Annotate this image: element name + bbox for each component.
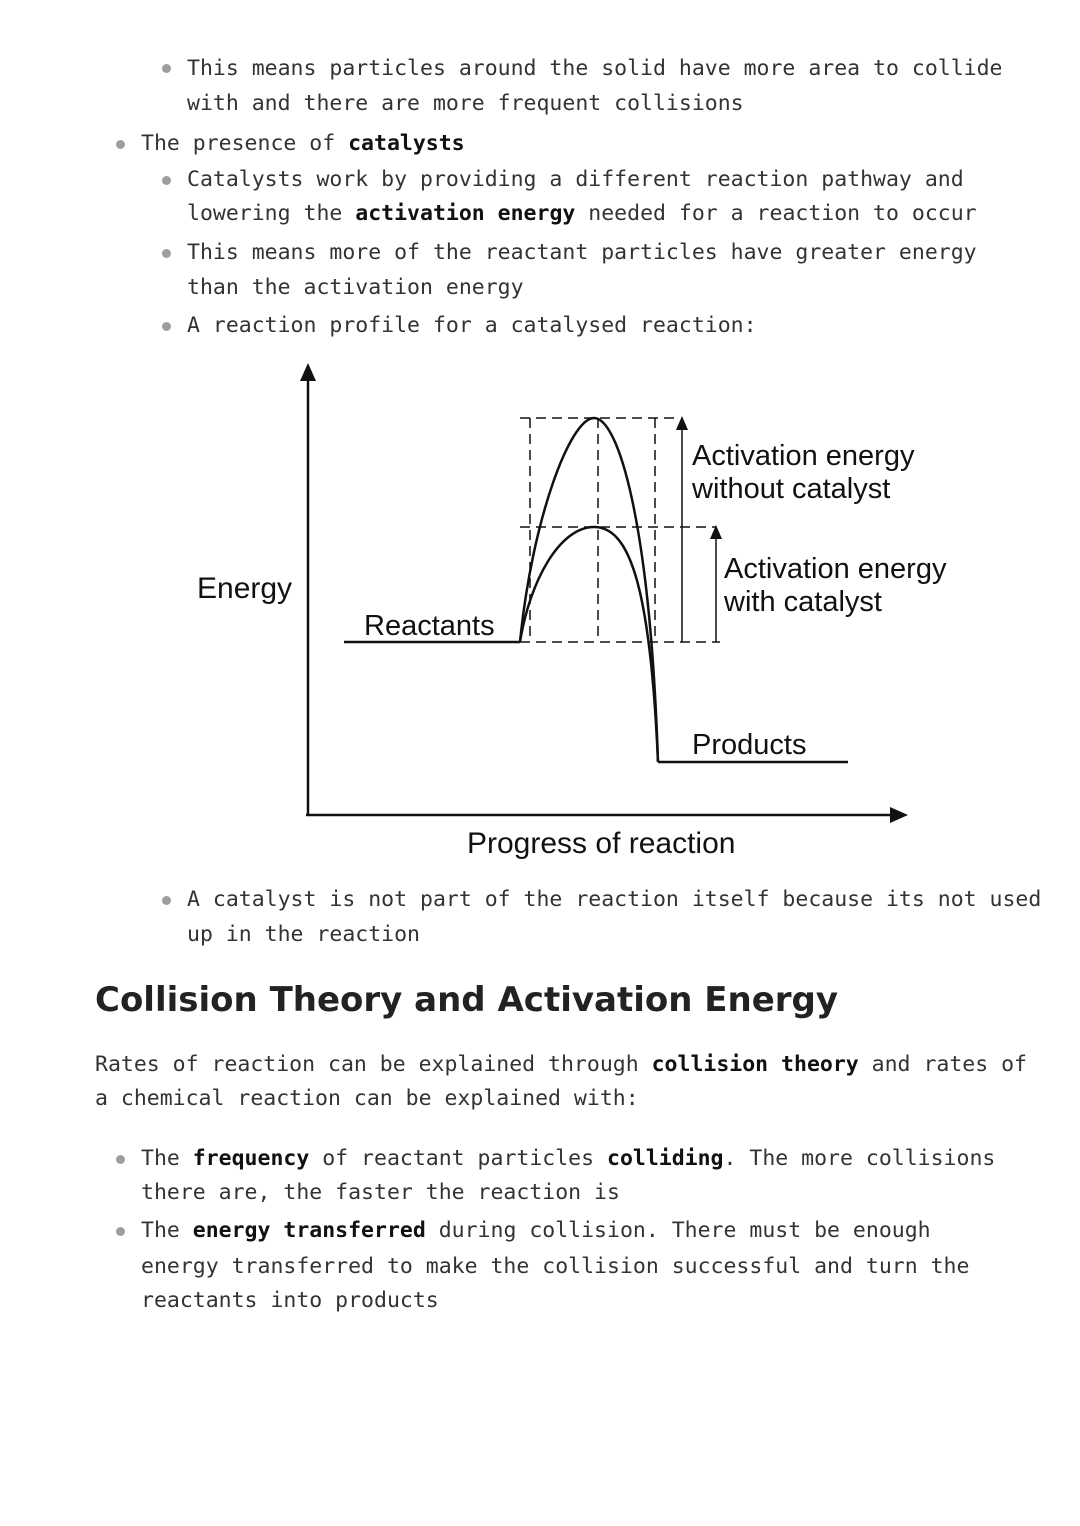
text-line: there are, the faster the reaction is: [141, 1180, 620, 1205]
text-line: reactants into products: [141, 1288, 439, 1313]
y-axis-arrowhead: [300, 363, 316, 381]
text-line: Catalysts work by providing a different reaction pathway and: [187, 167, 964, 192]
text-line: This means particles around the solid have more area to collide: [187, 56, 1003, 81]
curve-with-catalyst: [520, 527, 658, 762]
x-axis-label: Progress of reaction: [467, 827, 736, 860]
bullet-dot: [116, 1227, 125, 1236]
arrowhead-without-catalyst: [676, 416, 688, 430]
intro-line: a chemical reaction can be explained with:: [95, 1086, 639, 1111]
text-line: A reaction profile for a catalysed reaction:: [187, 313, 757, 338]
with-catalyst-label-2: with catalyst: [724, 586, 882, 618]
intro-line: Rates of reaction can be explained through collision theory and rates of: [95, 1052, 1027, 1077]
energy-label: Energy: [197, 572, 293, 605]
bullet-dot: [162, 896, 171, 905]
x-axis-arrowhead: [890, 807, 908, 823]
section-heading: Collision Theory and Activation Energy: [95, 980, 839, 1020]
text-line: This means more of the reactant particles have greater energy: [187, 240, 977, 265]
without-catalyst-label-1: Activation energy: [692, 440, 915, 472]
text-line: A catalyst is not part of the reaction itself because its not used: [187, 887, 1042, 912]
text-line: than the activation energy: [187, 275, 524, 300]
products-label: Products: [692, 729, 807, 761]
text-line: energy transferred to make the collision successful and turn the: [141, 1254, 970, 1279]
reactants-label: Reactants: [364, 610, 495, 642]
frequency-bullet-text: The frequency of reactant particles colliding. The more collisions: [141, 1146, 996, 1171]
energy-bullet-text: The energy transferred during collision. There must be enough: [141, 1218, 931, 1243]
with-catalyst-label-1: Activation energy: [724, 553, 947, 585]
bullet-dot: [116, 1155, 125, 1164]
text-line: with and there are more frequent collisions: [187, 91, 744, 116]
catalysts-bullet-text: The presence of catalysts: [141, 131, 465, 156]
without-catalyst-label-2: without catalyst: [692, 473, 891, 505]
text-line: up in the reaction: [187, 922, 420, 947]
curve-without-catalyst: [520, 418, 658, 762]
text-line: lowering the activation energy needed for a reaction to occur: [187, 201, 977, 226]
arrowhead-with-catalyst: [710, 525, 722, 539]
